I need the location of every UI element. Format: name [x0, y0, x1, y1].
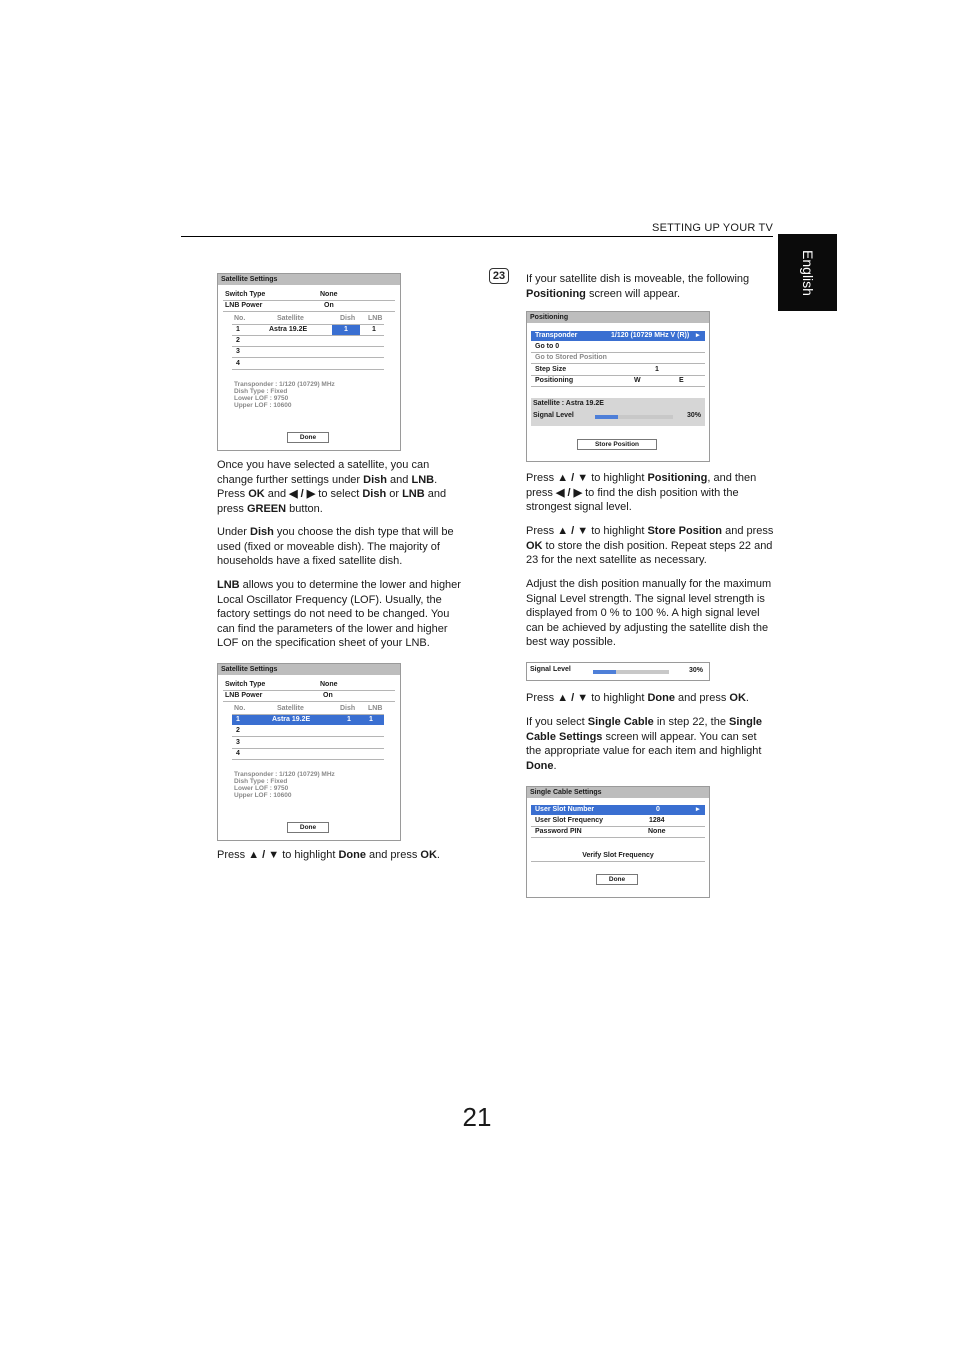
positioning-screen	[526, 311, 710, 462]
signal-level-bar	[593, 670, 669, 674]
single-cable-settings-screen	[526, 786, 710, 898]
transponder-row[interactable]: Transponder 1/120 (10729 MHz V (R)) ▸	[531, 331, 705, 341]
done-button[interactable]: Done	[596, 874, 638, 885]
screen-title: Satellite Settings	[218, 274, 400, 285]
satellite-settings-screen-2	[217, 663, 401, 841]
table-header: No. Satellite Dish LNB	[232, 704, 384, 715]
up-down-arrows-icon: ▲ / ▼	[557, 525, 589, 537]
password-pin-row[interactable]: Password PIN None	[531, 827, 705, 838]
transponder-info: Transponder : 1/120 (10729) MHz	[234, 771, 335, 778]
switch-type-row: Switch Type None	[223, 680, 395, 691]
verify-slot-frequency-row[interactable]: Verify Slot Frequency	[531, 851, 705, 862]
page-number: 21	[462, 1102, 492, 1132]
dish-type-info: Dish Type : Fixed	[234, 778, 288, 785]
switch-type-row: Switch Type None	[223, 290, 395, 301]
screen-title: Satellite Settings	[218, 664, 400, 675]
done-button[interactable]: Done	[287, 822, 329, 833]
paragraph-dish: Under Dish you choose the dish type that will be used (fixed or moveable dish). The majority of households have a fixed satellite dish.	[217, 526, 454, 568]
done-button[interactable]: Done	[287, 432, 329, 443]
paragraph-moveable-dish: If your satellite dish is moveable, the following Positioning screen will appear.	[526, 273, 750, 300]
transponder-info: Transponder : 1/120 (10729) MHz	[234, 381, 335, 388]
lower-lof-info: Lower LOF : 9750	[234, 395, 289, 402]
signal-strip-fill	[593, 670, 616, 674]
store-position-button[interactable]: Store Position	[577, 439, 657, 450]
lnb-power-row: LNB Power On	[223, 691, 395, 702]
signal-level-strip: Signal Level 30%	[526, 662, 710, 681]
go-to-stored-row: Go to Stored Position	[531, 353, 705, 364]
header-rule	[181, 236, 773, 237]
user-slot-number-row[interactable]: User Slot Number 0 ▸	[531, 805, 705, 815]
table-row[interactable]: 1 Astra 19.2E 1 1	[232, 325, 384, 336]
table-row[interactable]: 2	[232, 726, 384, 737]
left-right-arrows-icon: ◀ / ▶	[289, 488, 316, 501]
step-number-badge: 23	[489, 268, 509, 284]
signal-panel: Satellite : Astra 19.2E Signal Level 30%	[531, 398, 705, 426]
language-tab	[778, 234, 837, 311]
up-down-arrows-icon: ▲ / ▼	[557, 472, 589, 484]
table-row-selected[interactable]: 1 Astra 19.2E 1 1	[232, 715, 384, 725]
paragraph-press-done-right: Press ▲ / ▼ to highlight Done and press OK.	[526, 692, 749, 704]
paragraph-adjust-dish: Adjust the dish position manually for the maximum Signal Level strength. The signal level strength is displayed from 0 % to 100 %. A high signal level can be achieved by adjusting the satellite dish the best way possible.	[526, 578, 772, 649]
lower-lof-info: Lower LOF : 9750	[234, 785, 289, 792]
signal-level-bar	[595, 415, 673, 419]
user-slot-frequency-row[interactable]: User Slot Frequency 1284	[531, 816, 705, 827]
go-to-0-row[interactable]: Go to 0	[531, 342, 705, 353]
screen-title: Positioning	[527, 312, 709, 323]
language-label: English	[799, 249, 816, 296]
paragraph-lnb: LNB allows you to determine the lower and higher Local Oscillator Frequency (LOF). Usually, the factory settings do not need to be changed. You can find the parameters of the lower and higher LOF on the specification sheet of your LNB.	[217, 579, 461, 650]
upper-lof-info: Upper LOF : 10600	[234, 792, 292, 799]
table-row[interactable]: 3	[232, 738, 384, 749]
table-row[interactable]: 2	[232, 336, 384, 347]
lnb-power-row: LNB Power On	[223, 301, 395, 312]
table-row[interactable]: 4	[232, 749, 384, 760]
paragraph-positioning: Press ▲ / ▼ to highlight Positioning, and then press ◀ / ▶ to find the dish position with the strongest signal level.	[526, 472, 757, 514]
screen-title: Single Cable Settings	[527, 787, 709, 798]
step-size-row[interactable]: Step Size 1	[531, 365, 705, 376]
dish-type-info: Dish Type : Fixed	[234, 388, 288, 395]
positioning-row[interactable]: Positioning W E	[531, 376, 705, 387]
chevron-right-icon: ▸	[696, 332, 700, 339]
up-down-arrows-icon: ▲ / ▼	[248, 849, 280, 861]
paragraph-dish-lnb: Once you have selected a satellite, you can change further settings under Dish and LNB. Press OK and ◀ / ▶ to select Dish or LNB and press GREEN button.	[217, 459, 447, 515]
table-row[interactable]: 4	[232, 359, 384, 370]
table-header: No. Satellite Dish LNB	[232, 314, 384, 325]
left-right-arrows-icon: ◀ / ▶	[555, 486, 583, 499]
satellite-settings-screen-1	[217, 273, 401, 451]
signal-level-fill	[595, 415, 618, 419]
section-title: SETTING UP YOUR TV	[652, 222, 773, 234]
paragraph-single-cable: If you select Single Cable in step 22, the Single Cable Settings screen will appear. You can set the appropriate value for each item and highlight Done.	[526, 716, 763, 772]
up-down-arrows-icon: ▲ / ▼	[557, 692, 589, 704]
chevron-right-icon: ▸	[696, 806, 700, 813]
paragraph-press-done-left: Press ▲ / ▼ to highlight Done and press OK.	[217, 849, 440, 861]
dish-cell-selected[interactable]: 1	[332, 325, 360, 335]
table-row[interactable]: 3	[232, 347, 384, 358]
paragraph-store-position: Press ▲ / ▼ to highlight Store Position and press OK to store the dish position. Repeat steps 22 and 23 for the next satellite as necessary.	[526, 525, 774, 567]
upper-lof-info: Upper LOF : 10600	[234, 402, 292, 409]
